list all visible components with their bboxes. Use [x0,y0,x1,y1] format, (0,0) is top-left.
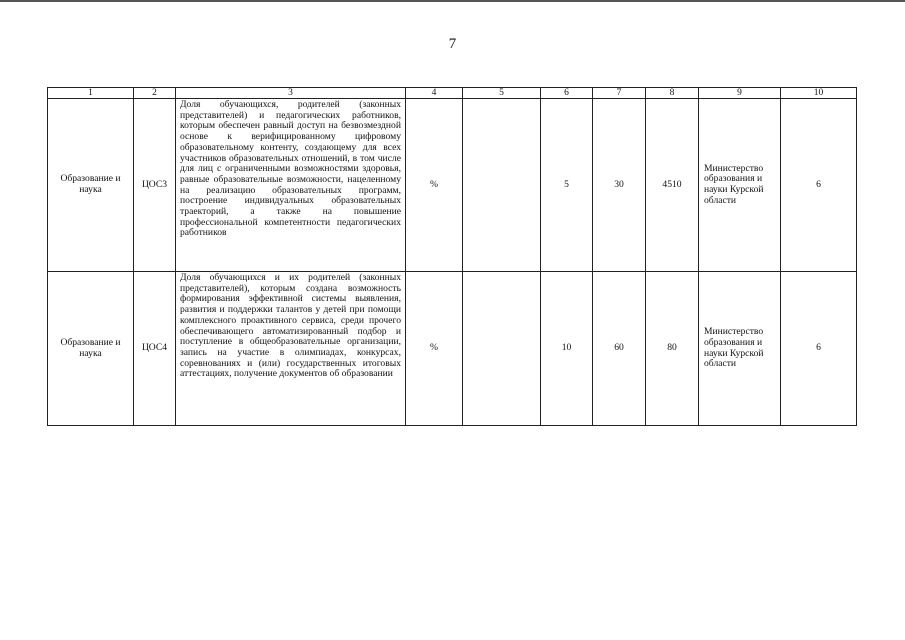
unit-cell: % [406,272,463,426]
col10-cell: 6 [781,99,857,272]
header-cell: 3 [176,88,406,99]
header-cell: 5 [463,88,541,99]
description-cell: Доля обучающихся, родителей (законных представителей) и педагогических работников, которым обеспечен равный доступ на безвозмездной основе к верифицированному цифровому образовательному контенту, создающему для всех участников образовательных отношений, в том числе для лиц с ограниченными возможностями здоровья, равные образовательные возможности, нацеленному на реализацию образовательных программ, построение индивидуальных образовательных траекторий, а также на повышение профессиональной компетентности педагогических работников [176,99,406,272]
col8-cell: 80 [646,272,699,426]
header-cell: 6 [541,88,593,99]
col7-cell: 30 [593,99,646,272]
col6-cell: 10 [541,272,593,426]
col5-cell [463,272,541,426]
indicator-table [47,87,857,426]
col7-cell: 60 [593,272,646,426]
col10-cell: 6 [781,272,857,426]
header-cell: 8 [646,88,699,99]
header-cell: 4 [406,88,463,99]
header-cell: 1 [48,88,134,99]
table-row [48,272,857,426]
unit-cell: % [406,99,463,272]
header-cell: 7 [593,88,646,99]
header-cell: 9 [699,88,781,99]
col8-cell: 4510 [646,99,699,272]
sector-cell: Образование и наука [48,99,134,272]
sector-cell: Образование и наука [48,272,134,426]
responsible-cell: Министерство образования и науки Курской области [699,272,781,426]
scan-edge [0,0,905,2]
table-row [48,99,857,272]
col5-cell [463,99,541,272]
code-cell: ЦОС4 [134,272,176,426]
header-cell: 10 [781,88,857,99]
page-number: 7 [448,36,457,52]
description-cell: Доля обучающихся и их родителей (законных представителей), которым создана возможность формирования эффективной системы выявления, развития и поддержки талантов у детей при помощи комплексного проактивного сервиса, среди прочего обеспечивающего автоматизированный подбор и поступление в общеобразовательные организации, запись на участие в олимпиадах, конкурсах, соревнованиях и (или) государственных итоговых аттестациях, получение документов об образовании [176,272,406,426]
header-row [48,88,857,99]
header-cell: 2 [134,88,176,99]
code-cell: ЦОС3 [134,99,176,272]
responsible-cell: Министерство образования и науки Курской области [699,99,781,272]
col6-cell: 5 [541,99,593,272]
